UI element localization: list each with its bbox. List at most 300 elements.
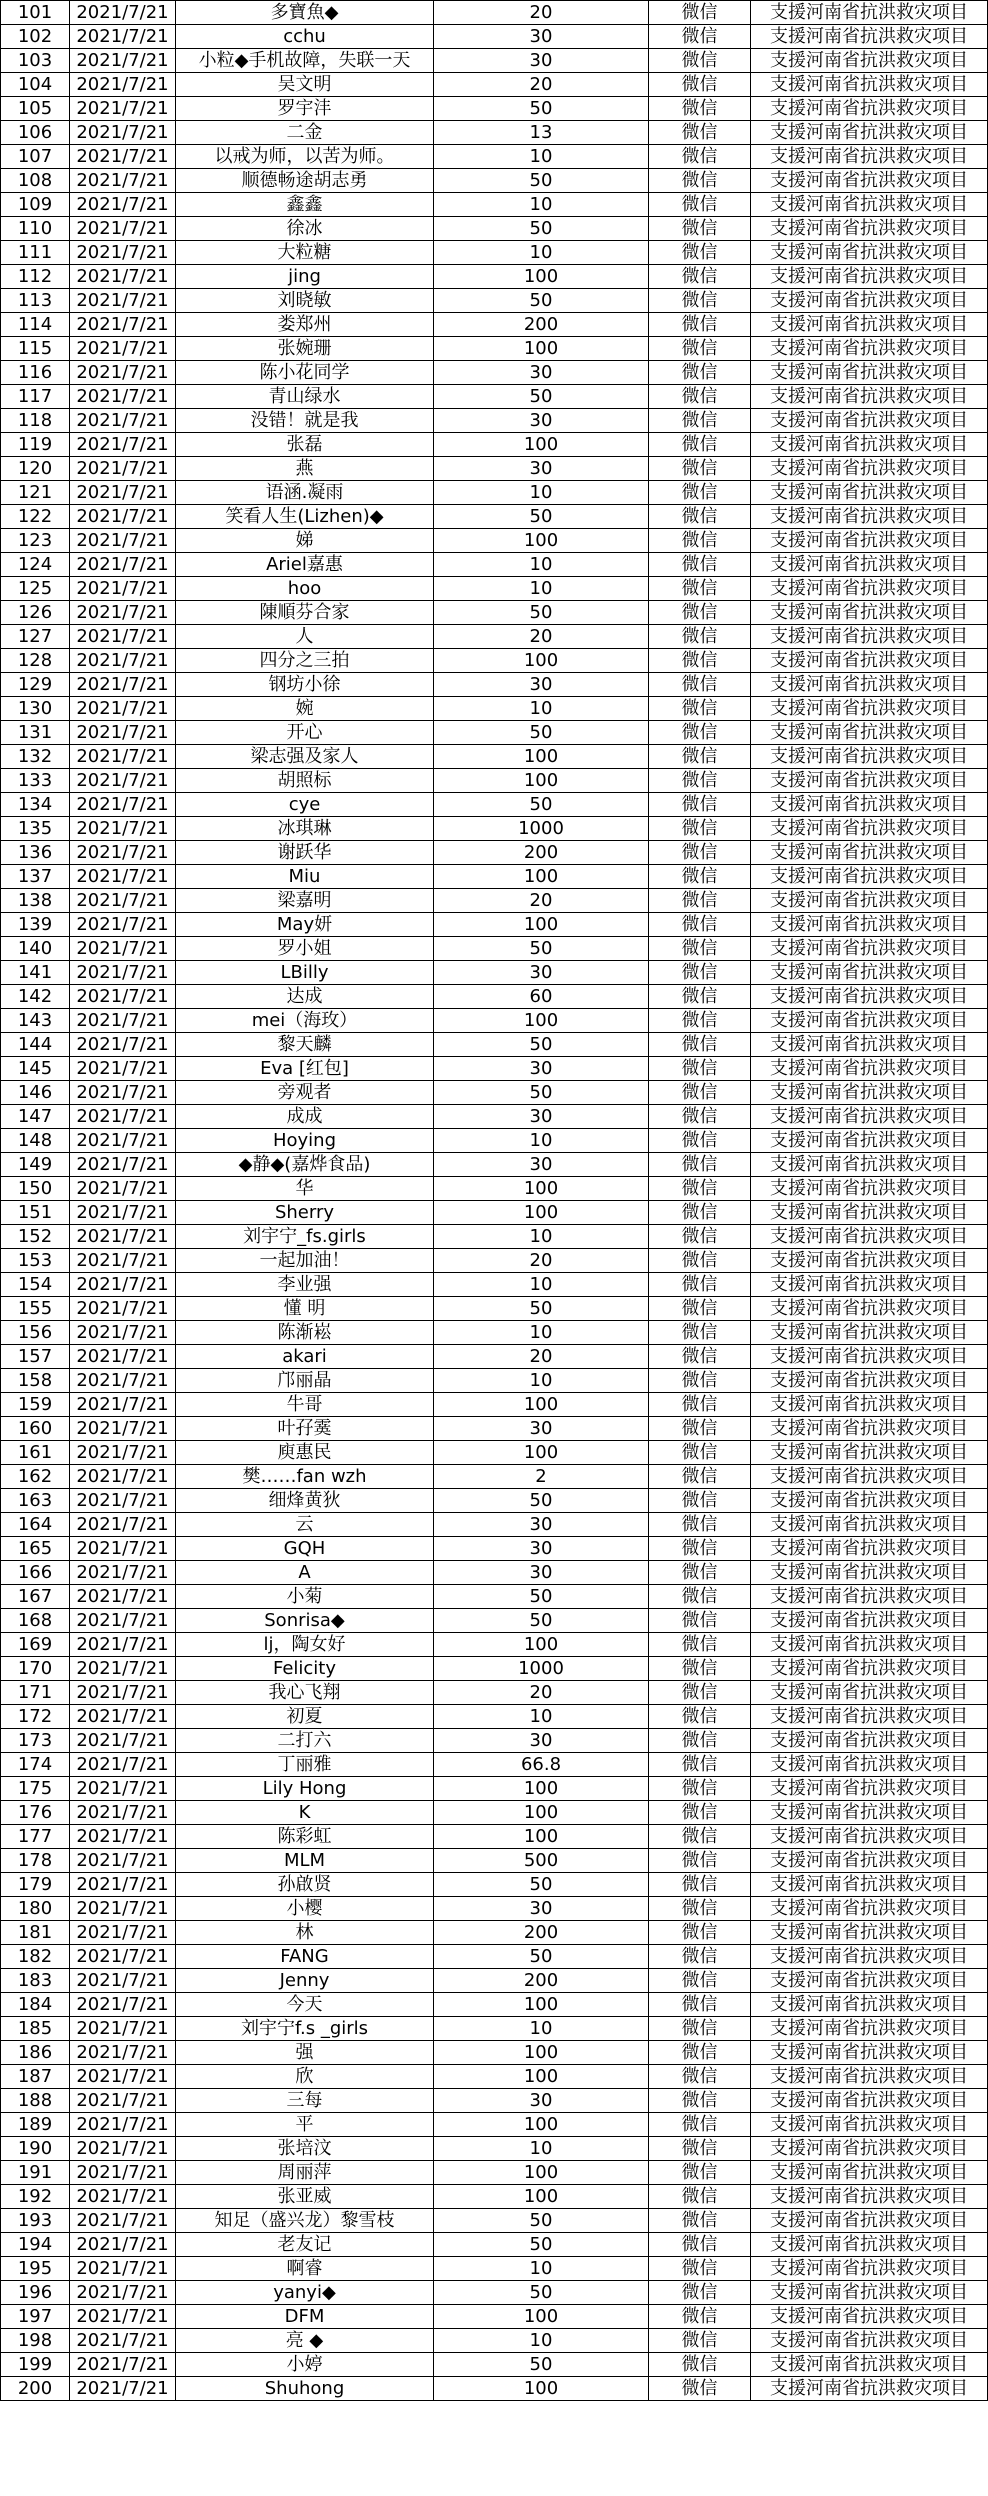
amount-cell: 200 [434, 841, 649, 865]
date-cell: 2021/7/21 [70, 1609, 176, 1633]
donor-name-cell: 刘宇宁_fs.girls [176, 1225, 434, 1249]
table-row [1, 361, 988, 385]
amount-cell: 10 [434, 1321, 649, 1345]
payment-channel-cell: 微信 [649, 2353, 751, 2377]
row-number-cell: 125 [1, 577, 70, 601]
payment-channel-cell: 微信 [649, 1609, 751, 1633]
date-cell: 2021/7/21 [70, 193, 176, 217]
project-name-cell: 支援河南省抗洪救灾项目 [751, 2353, 988, 2377]
amount-cell: 30 [434, 1513, 649, 1537]
amount-cell: 60 [434, 985, 649, 1009]
project-name-cell: 支援河南省抗洪救灾项目 [751, 97, 988, 121]
table-row [1, 721, 988, 745]
row-number-cell: 162 [1, 1465, 70, 1489]
payment-channel-cell: 微信 [649, 385, 751, 409]
payment-channel-cell: 微信 [649, 49, 751, 73]
payment-channel-cell: 微信 [649, 625, 751, 649]
date-cell: 2021/7/21 [70, 1705, 176, 1729]
date-cell: 2021/7/21 [70, 553, 176, 577]
row-number-cell: 106 [1, 121, 70, 145]
table-row [1, 577, 988, 601]
project-name-cell: 支援河南省抗洪救灾项目 [751, 1489, 988, 1513]
table-row [1, 1, 988, 25]
table-row [1, 1729, 988, 1753]
payment-channel-cell: 微信 [649, 1537, 751, 1561]
row-number-cell: 119 [1, 433, 70, 457]
table-row [1, 1465, 988, 1489]
donor-name-cell: 丁丽雅 [176, 1753, 434, 1777]
payment-channel-cell: 微信 [649, 841, 751, 865]
table-row [1, 1345, 988, 1369]
table-row [1, 865, 988, 889]
row-number-cell: 144 [1, 1033, 70, 1057]
table-row [1, 2281, 988, 2305]
project-name-cell: 支援河南省抗洪救灾项目 [751, 1129, 988, 1153]
date-cell: 2021/7/21 [70, 1129, 176, 1153]
project-name-cell: 支援河南省抗洪救灾项目 [751, 1681, 988, 1705]
project-name-cell: 支援河南省抗洪救灾项目 [751, 553, 988, 577]
row-number-cell: 180 [1, 1897, 70, 1921]
project-name-cell: 支援河南省抗洪救灾项目 [751, 961, 988, 985]
payment-channel-cell: 微信 [649, 1105, 751, 1129]
donor-name-cell: Shuhong [176, 2377, 434, 2401]
date-cell: 2021/7/21 [70, 841, 176, 865]
project-name-cell: 支援河南省抗洪救灾项目 [751, 1033, 988, 1057]
project-name-cell: 支援河南省抗洪救灾项目 [751, 865, 988, 889]
project-name-cell: 支援河南省抗洪救灾项目 [751, 1705, 988, 1729]
amount-cell: 100 [434, 1009, 649, 1033]
table-row [1, 1825, 988, 1849]
amount-cell: 10 [434, 145, 649, 169]
payment-channel-cell: 微信 [649, 73, 751, 97]
donor-name-cell: 陈渐崧 [176, 1321, 434, 1345]
project-name-cell: 支援河南省抗洪救灾项目 [751, 2089, 988, 2113]
project-name-cell: 支援河南省抗洪救灾项目 [751, 1513, 988, 1537]
date-cell: 2021/7/21 [70, 1825, 176, 1849]
payment-channel-cell: 微信 [649, 1585, 751, 1609]
project-name-cell: 支援河南省抗洪救灾项目 [751, 241, 988, 265]
project-name-cell: 支援河南省抗洪救灾项目 [751, 625, 988, 649]
table-row [1, 553, 988, 577]
row-number-cell: 132 [1, 745, 70, 769]
payment-channel-cell: 微信 [649, 1921, 751, 1945]
date-cell: 2021/7/21 [70, 2329, 176, 2353]
donor-name-cell: 刘晓敏 [176, 289, 434, 313]
amount-cell: 100 [434, 865, 649, 889]
table-row [1, 2233, 988, 2257]
row-number-cell: 200 [1, 2377, 70, 2401]
donor-name-cell: 强 [176, 2041, 434, 2065]
table-row [1, 1537, 988, 1561]
date-cell: 2021/7/21 [70, 1897, 176, 1921]
row-number-cell: 104 [1, 73, 70, 97]
payment-channel-cell: 微信 [649, 1729, 751, 1753]
payment-channel-cell: 微信 [649, 2137, 751, 2161]
project-name-cell: 支援河南省抗洪救灾项目 [751, 1897, 988, 1921]
row-number-cell: 157 [1, 1345, 70, 1369]
row-number-cell: 112 [1, 265, 70, 289]
payment-channel-cell: 微信 [649, 2113, 751, 2137]
payment-channel-cell: 微信 [649, 1129, 751, 1153]
table-row [1, 2041, 988, 2065]
date-cell: 2021/7/21 [70, 529, 176, 553]
payment-channel-cell: 微信 [649, 1489, 751, 1513]
table-row [1, 817, 988, 841]
amount-cell: 20 [434, 73, 649, 97]
donor-name-cell: 一起加油！ [176, 1249, 434, 1273]
donor-name-cell: 华 [176, 1177, 434, 1201]
date-cell: 2021/7/21 [70, 1921, 176, 1945]
amount-cell: 50 [434, 1489, 649, 1513]
table-row [1, 241, 988, 265]
donor-name-cell: 我心飞翔 [176, 1681, 434, 1705]
project-name-cell: 支援河南省抗洪救灾项目 [751, 2185, 988, 2209]
project-name-cell: 支援河南省抗洪救灾项目 [751, 2065, 988, 2089]
table-row [1, 1153, 988, 1177]
donor-name-cell: 语涵.凝雨 [176, 481, 434, 505]
donor-name-cell: 懂 明 [176, 1297, 434, 1321]
table-row [1, 25, 988, 49]
donor-name-cell: 开心 [176, 721, 434, 745]
project-name-cell: 支援河南省抗洪救灾项目 [751, 1993, 988, 2017]
project-name-cell: 支援河南省抗洪救灾项目 [751, 217, 988, 241]
row-number-cell: 135 [1, 817, 70, 841]
table-row [1, 1033, 988, 1057]
donor-name-cell: 牛哥 [176, 1393, 434, 1417]
payment-channel-cell: 微信 [649, 2281, 751, 2305]
date-cell: 2021/7/21 [70, 2017, 176, 2041]
donor-name-cell: akari [176, 1345, 434, 1369]
donor-name-cell: Hoying [176, 1129, 434, 1153]
row-number-cell: 160 [1, 1417, 70, 1441]
row-number-cell: 183 [1, 1969, 70, 1993]
row-number-cell: 187 [1, 2065, 70, 2089]
payment-channel-cell: 微信 [649, 1201, 751, 1225]
date-cell: 2021/7/21 [70, 1753, 176, 1777]
row-number-cell: 163 [1, 1489, 70, 1513]
row-number-cell: 107 [1, 145, 70, 169]
date-cell: 2021/7/21 [70, 1273, 176, 1297]
donor-name-cell: Sonrisa◆ [176, 1609, 434, 1633]
date-cell: 2021/7/21 [70, 913, 176, 937]
donor-name-cell: 梁志强及家人 [176, 745, 434, 769]
amount-cell: 200 [434, 1969, 649, 1993]
donor-name-cell: lj，陶女好 [176, 1633, 434, 1657]
table-row [1, 1993, 988, 2017]
project-name-cell: 支援河南省抗洪救灾项目 [751, 433, 988, 457]
project-name-cell: 支援河南省抗洪救灾项目 [751, 1753, 988, 1777]
amount-cell: 2 [434, 1465, 649, 1489]
table-row [1, 97, 988, 121]
table-row [1, 1657, 988, 1681]
project-name-cell: 支援河南省抗洪救灾项目 [751, 1777, 988, 1801]
date-cell: 2021/7/21 [70, 49, 176, 73]
payment-channel-cell: 微信 [649, 1777, 751, 1801]
table-row [1, 601, 988, 625]
row-number-cell: 134 [1, 793, 70, 817]
row-number-cell: 176 [1, 1801, 70, 1825]
row-number-cell: 179 [1, 1873, 70, 1897]
table-row [1, 409, 988, 433]
table-row [1, 2257, 988, 2281]
amount-cell: 20 [434, 1249, 649, 1273]
payment-channel-cell: 微信 [649, 2233, 751, 2257]
payment-channel-cell: 微信 [649, 2065, 751, 2089]
payment-channel-cell: 微信 [649, 145, 751, 169]
payment-channel-cell: 微信 [649, 169, 751, 193]
donor-name-cell: 冰琪琳 [176, 817, 434, 841]
donor-name-cell: 二金 [176, 121, 434, 145]
amount-cell: 100 [434, 337, 649, 361]
project-name-cell: 支援河南省抗洪救灾项目 [751, 1201, 988, 1225]
row-number-cell: 118 [1, 409, 70, 433]
table-row [1, 433, 988, 457]
amount-cell: 10 [434, 2257, 649, 2281]
donor-name-cell: 鑫鑫 [176, 193, 434, 217]
project-name-cell: 支援河南省抗洪救灾项目 [751, 1369, 988, 1393]
table-row [1, 2017, 988, 2041]
donor-name-cell: 青山绿水 [176, 385, 434, 409]
date-cell: 2021/7/21 [70, 865, 176, 889]
row-number-cell: 175 [1, 1777, 70, 1801]
row-number-cell: 109 [1, 193, 70, 217]
project-name-cell: 支援河南省抗洪救灾项目 [751, 1633, 988, 1657]
table-row [1, 1705, 988, 1729]
table-row [1, 121, 988, 145]
amount-cell: 200 [434, 313, 649, 337]
donor-name-cell: 小樱 [176, 1897, 434, 1921]
project-name-cell: 支援河南省抗洪救灾项目 [751, 913, 988, 937]
date-cell: 2021/7/21 [70, 1537, 176, 1561]
donor-name-cell: 陈小花同学 [176, 361, 434, 385]
payment-channel-cell: 微信 [649, 1057, 751, 1081]
table-row [1, 1777, 988, 1801]
amount-cell: 30 [434, 1153, 649, 1177]
row-number-cell: 131 [1, 721, 70, 745]
payment-channel-cell: 微信 [649, 1657, 751, 1681]
table-row [1, 505, 988, 529]
payment-channel-cell: 微信 [649, 1393, 751, 1417]
amount-cell: 10 [434, 553, 649, 577]
payment-channel-cell: 微信 [649, 1873, 751, 1897]
date-cell: 2021/7/21 [70, 769, 176, 793]
row-number-cell: 122 [1, 505, 70, 529]
amount-cell: 100 [434, 2305, 649, 2329]
project-name-cell: 支援河南省抗洪救灾项目 [751, 265, 988, 289]
donor-name-cell: 张婉珊 [176, 337, 434, 361]
date-cell: 2021/7/21 [70, 2233, 176, 2257]
payment-channel-cell: 微信 [649, 313, 751, 337]
table-row [1, 625, 988, 649]
amount-cell: 20 [434, 1, 649, 25]
table-row [1, 649, 988, 673]
table-row [1, 1441, 988, 1465]
project-name-cell: 支援河南省抗洪救灾项目 [751, 1273, 988, 1297]
project-name-cell: 支援河南省抗洪救灾项目 [751, 745, 988, 769]
date-cell: 2021/7/21 [70, 889, 176, 913]
date-cell: 2021/7/21 [70, 1801, 176, 1825]
date-cell: 2021/7/21 [70, 1513, 176, 1537]
date-cell: 2021/7/21 [70, 1369, 176, 1393]
project-name-cell: 支援河南省抗洪救灾项目 [751, 337, 988, 361]
payment-channel-cell: 微信 [649, 1825, 751, 1849]
amount-cell: 100 [434, 265, 649, 289]
date-cell: 2021/7/21 [70, 937, 176, 961]
table-row [1, 793, 988, 817]
date-cell: 2021/7/21 [70, 25, 176, 49]
table-row [1, 2137, 988, 2161]
date-cell: 2021/7/21 [70, 1777, 176, 1801]
table-row [1, 2185, 988, 2209]
donor-name-cell: 平 [176, 2113, 434, 2137]
table-row [1, 1681, 988, 1705]
row-number-cell: 113 [1, 289, 70, 313]
project-name-cell: 支援河南省抗洪救灾项目 [751, 361, 988, 385]
project-name-cell: 支援河南省抗洪救灾项目 [751, 2233, 988, 2257]
project-name-cell: 支援河南省抗洪救灾项目 [751, 2041, 988, 2065]
row-number-cell: 126 [1, 601, 70, 625]
payment-channel-cell: 微信 [649, 337, 751, 361]
date-cell: 2021/7/21 [70, 169, 176, 193]
row-number-cell: 139 [1, 913, 70, 937]
row-number-cell: 168 [1, 1609, 70, 1633]
row-number-cell: 102 [1, 25, 70, 49]
donor-name-cell: 燕 [176, 457, 434, 481]
payment-channel-cell: 微信 [649, 1681, 751, 1705]
project-name-cell: 支援河南省抗洪救灾项目 [751, 2257, 988, 2281]
date-cell: 2021/7/21 [70, 2161, 176, 2185]
donor-name-cell: 吴文明 [176, 73, 434, 97]
table-row [1, 529, 988, 553]
date-cell: 2021/7/21 [70, 961, 176, 985]
payment-channel-cell: 微信 [649, 2377, 751, 2401]
row-number-cell: 148 [1, 1129, 70, 1153]
project-name-cell: 支援河南省抗洪救灾项目 [751, 985, 988, 1009]
amount-cell: 10 [434, 241, 649, 265]
amount-cell: 50 [434, 505, 649, 529]
payment-channel-cell: 微信 [649, 1897, 751, 1921]
table-row [1, 1249, 988, 1273]
project-name-cell: 支援河南省抗洪救灾项目 [751, 1585, 988, 1609]
table-row [1, 2113, 988, 2137]
date-cell: 2021/7/21 [70, 2113, 176, 2137]
row-number-cell: 178 [1, 1849, 70, 1873]
row-number-cell: 198 [1, 2329, 70, 2353]
project-name-cell: 支援河南省抗洪救灾项目 [751, 1561, 988, 1585]
project-name-cell: 支援河南省抗洪救灾项目 [751, 697, 988, 721]
amount-cell: 100 [434, 649, 649, 673]
date-cell: 2021/7/21 [70, 2137, 176, 2161]
amount-cell: 200 [434, 1921, 649, 1945]
donor-name-cell: 罗宇沣 [176, 97, 434, 121]
amount-cell: 30 [434, 457, 649, 481]
table-row [1, 1633, 988, 1657]
payment-channel-cell: 微信 [649, 193, 751, 217]
table-row [1, 889, 988, 913]
date-cell: 2021/7/21 [70, 1417, 176, 1441]
table-row [1, 2089, 988, 2113]
table-row [1, 457, 988, 481]
donor-name-cell: LBilly [176, 961, 434, 985]
payment-channel-cell: 微信 [649, 121, 751, 145]
date-cell: 2021/7/21 [70, 337, 176, 361]
amount-cell: 50 [434, 1609, 649, 1633]
date-cell: 2021/7/21 [70, 1105, 176, 1129]
payment-channel-cell: 微信 [649, 1249, 751, 1273]
table-row [1, 169, 988, 193]
date-cell: 2021/7/21 [70, 745, 176, 769]
date-cell: 2021/7/21 [70, 217, 176, 241]
donor-name-cell: 胡照标 [176, 769, 434, 793]
amount-cell: 10 [434, 1705, 649, 1729]
amount-cell: 10 [434, 1273, 649, 1297]
amount-cell: 30 [434, 361, 649, 385]
donor-name-cell: 娣 [176, 529, 434, 553]
table-row [1, 1129, 988, 1153]
table-row [1, 2377, 988, 2401]
date-cell: 2021/7/21 [70, 1, 176, 25]
payment-channel-cell: 微信 [649, 2161, 751, 2185]
donor-name-cell: 罗小姐 [176, 937, 434, 961]
date-cell: 2021/7/21 [70, 1033, 176, 1057]
project-name-cell: 支援河南省抗洪救灾项目 [751, 769, 988, 793]
project-name-cell: 支援河南省抗洪救灾项目 [751, 529, 988, 553]
row-number-cell: 170 [1, 1657, 70, 1681]
table-row [1, 1369, 988, 1393]
date-cell: 2021/7/21 [70, 625, 176, 649]
date-cell: 2021/7/21 [70, 1585, 176, 1609]
table-row [1, 313, 988, 337]
date-cell: 2021/7/21 [70, 577, 176, 601]
project-name-cell: 支援河南省抗洪救灾项目 [751, 193, 988, 217]
amount-cell: 30 [434, 2089, 649, 2113]
payment-channel-cell: 微信 [649, 241, 751, 265]
amount-cell: 100 [434, 1393, 649, 1417]
amount-cell: 50 [434, 721, 649, 745]
date-cell: 2021/7/21 [70, 1993, 176, 2017]
amount-cell: 1000 [434, 1657, 649, 1681]
table-row [1, 193, 988, 217]
project-name-cell: 支援河南省抗洪救灾项目 [751, 1297, 988, 1321]
project-name-cell: 支援河南省抗洪救灾项目 [751, 2281, 988, 2305]
row-number-cell: 120 [1, 457, 70, 481]
project-name-cell: 支援河南省抗洪救灾项目 [751, 1849, 988, 1873]
payment-channel-cell: 微信 [649, 577, 751, 601]
donor-name-cell: Sherry [176, 1201, 434, 1225]
project-name-cell: 支援河南省抗洪救灾项目 [751, 2113, 988, 2137]
amount-cell: 10 [434, 1129, 649, 1153]
payment-channel-cell: 微信 [649, 1945, 751, 1969]
amount-cell: 100 [434, 2185, 649, 2209]
amount-cell: 10 [434, 481, 649, 505]
payment-channel-cell: 微信 [649, 2329, 751, 2353]
project-name-cell: 支援河南省抗洪救灾项目 [751, 313, 988, 337]
payment-channel-cell: 微信 [649, 289, 751, 313]
row-number-cell: 194 [1, 2233, 70, 2257]
donor-name-cell: 没错！就是我 [176, 409, 434, 433]
date-cell: 2021/7/21 [70, 313, 176, 337]
table-row [1, 1225, 988, 1249]
donation-table-body [1, 1, 988, 2401]
donor-name-cell: 张磊 [176, 433, 434, 457]
date-cell: 2021/7/21 [70, 2353, 176, 2377]
project-name-cell: 支援河南省抗洪救灾项目 [751, 937, 988, 961]
amount-cell: 50 [434, 937, 649, 961]
payment-channel-cell: 微信 [649, 1, 751, 25]
amount-cell: 100 [434, 1633, 649, 1657]
donor-name-cell: 啊睿 [176, 2257, 434, 2281]
amount-cell: 50 [434, 1033, 649, 1057]
